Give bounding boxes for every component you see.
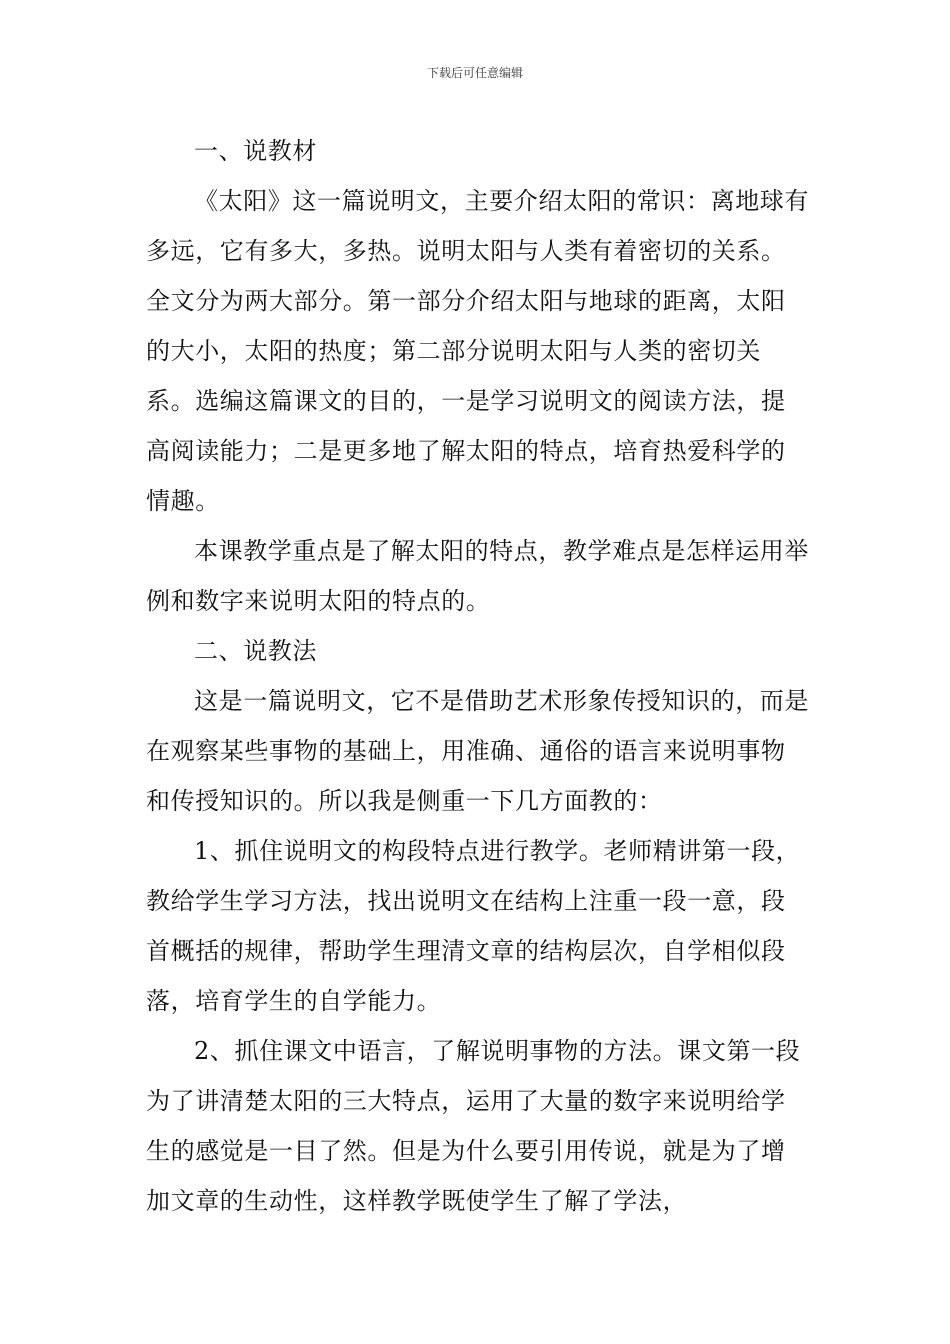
paragraph-method-2: 2、抓住课文中语言，了解说明事物的方法。课文第一段为了讲清楚太阳的三大特点，运用了大量的数字来说明给学生的感觉是一目了然。但是为什么要引用传说，就是为了增加文章的生动性，这样教学既使学生了解了学法， [146, 1037, 801, 1215]
page-header: 下载后可任意编辑 [426, 66, 523, 80]
paragraph-key-points: 本课教学重点是了解太阳的特点，教学难点是怎样运用举例和数字来说明太阳的特点的。 [146, 537, 809, 615]
paragraph-method-1: 1、抓住说明文的构段特点进行教学。老师精讲第一段，教给学生学习方法，找出说明文在结构上注重一段一意，段首概括的规律，帮助学生理清文章的结构层次，自学相似段落，培育学生的自学能力。 [146, 837, 801, 1015]
document-body [146, 126, 810, 1226]
heading-section-1: 一、说教材 [194, 137, 317, 165]
paragraph-teaching-method: 这是一篇说明文，它不是借助艺术形象传授知识的，而是在观察某些事物的基础上，用准确、通俗的语言来说明事物和传授知识的。所以我是侧重一下几方面教的： [146, 687, 809, 815]
paragraph-textbook-intro: 《太阳》这一篇说明文，主要介绍太阳的常识：离地球有多远，它有多大，多热。说明太阳与人类有着密切的关系。全文分为两大部分。第一部分介绍太阳与地球的距离，太阳的大小，太阳的热度；第二部分说明太阳与人类的密切关系。选编这篇课文的目的，一是学习说明文的阅读方法，提高阅读能力；二是更多地了解太阳的特点，培育热爱科学的情趣。 [146, 187, 809, 515]
heading-section-2: 二、说教法 [194, 637, 317, 665]
